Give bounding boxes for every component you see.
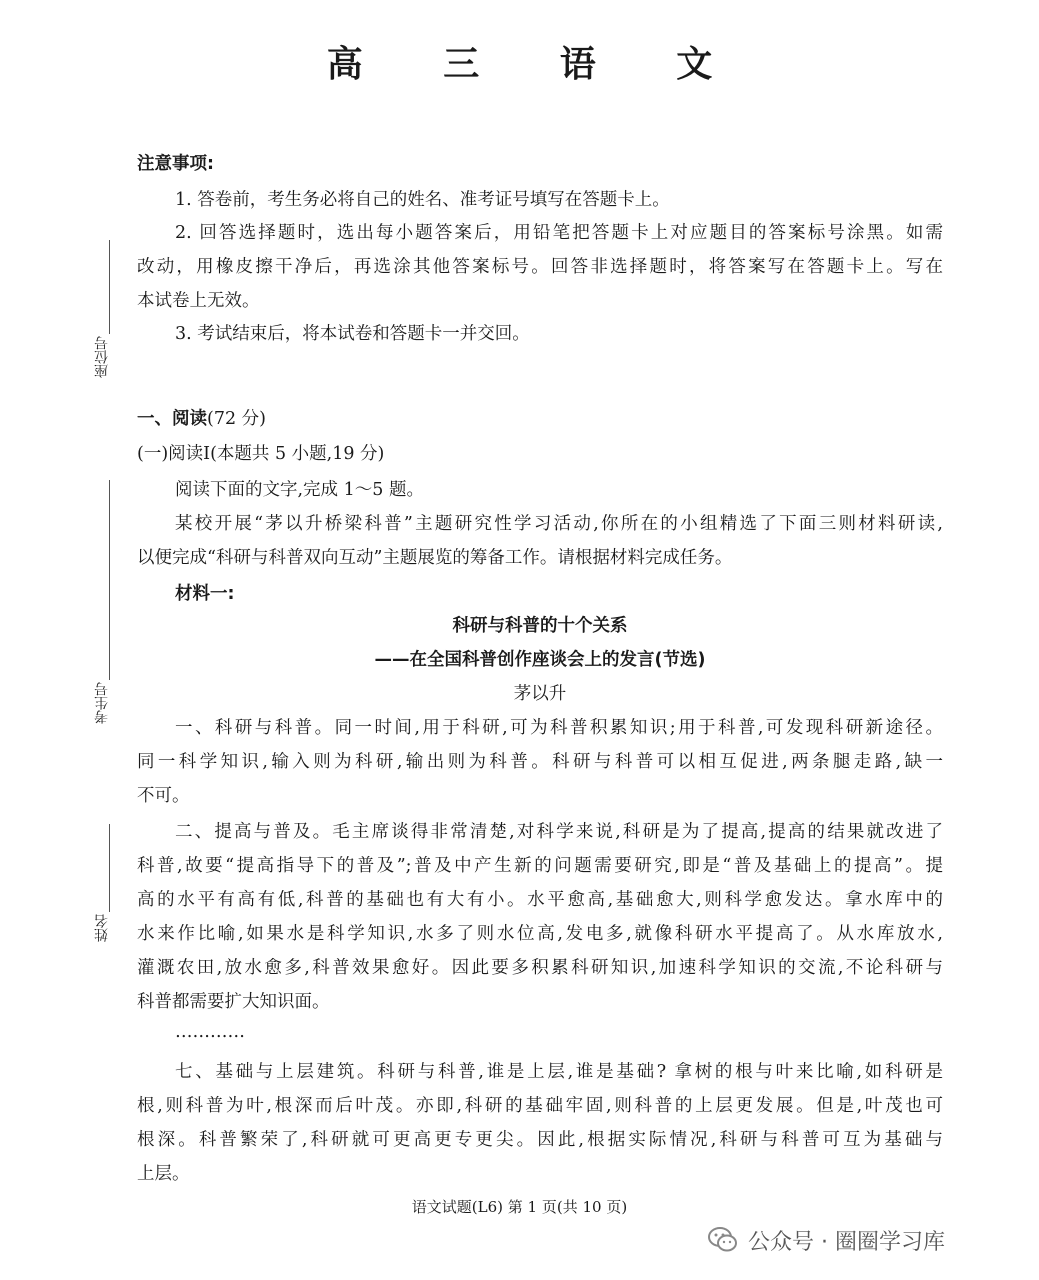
para3-line-3: 根深。科普繁荣了,科研就可更高更专更尖。因此,根据实际情况,科研与科普可互为基础与 [137, 1130, 943, 1150]
note-1: 1. 答卷前，考生务必将自己的姓名、准考证号填写在答题卡上。 [175, 190, 670, 210]
note-2: 2. 回答选择题时，选出每小题答案后，用铅笔把答题卡上对应题目的答案标号涂黑。如需 [175, 223, 943, 243]
intro-line-1: 某校开展“茅以升桥梁科普”主题研究性学习活动,你所在的小组精选了下面三则材料研读, [175, 514, 943, 534]
seat-number-line [109, 240, 110, 334]
article-title: 科研与科普的十个关系 [452, 616, 628, 636]
seat-number-label: 座位号 [94, 336, 110, 378]
intro-line-2: 以便完成“科研与科普双向互动”主题展览的筹备工作。请根据材料完成任务。 [137, 548, 733, 568]
para2-line-5: 灌溉农田,放水愈多,科普效果愈好。因此要多积累科研知识,加速科学知识的交流,不论科研与 [137, 958, 943, 978]
name-label: 姓名 [94, 914, 110, 942]
para1-line-2: 同一科学知识,输入则为科研,输出则为科普。科研与科普可以相互促进,两条腿走路,缺一 [137, 752, 943, 772]
section-heading-score: (72 分) [207, 409, 266, 429]
note-2-end: 本试卷上无效。 [137, 291, 260, 311]
note-3: 3. 考试结束后，将本试卷和答题卡一并交回。 [175, 324, 530, 344]
para3-line-1: 七、基础与上层建筑。科研与科普,谁是上层,谁是基础? 拿树的根与叶来比喻,如科研是 [175, 1062, 943, 1082]
notes-heading: 注意事项: [137, 154, 214, 174]
exam-number-line [109, 480, 110, 680]
note-2-cont: 改动，用橡皮擦干净后，再选涂其他答案标号。回答非选择题时，将答案写在答题卡上。写在 [137, 257, 943, 277]
name-line [109, 824, 110, 912]
para3-line-4: 上层。 [137, 1164, 190, 1184]
watermark [706, 1222, 945, 1258]
para2-line-4: 水来作比喻,如果水是科学知识,水多了则水位高,发电多,就像科研水平提高了。从水库放水, [137, 924, 943, 944]
exam-number-label: 考生号 [94, 682, 110, 724]
para2-line-2: 科普,故要“提高指导下的普及”;普及中产生新的问题需要研究,即是“普及基础上的提高”。提 [137, 856, 943, 876]
instruction: 阅读下面的文字,完成 1～5 题。 [175, 480, 424, 500]
wechat-icon [706, 1223, 740, 1257]
para2-line-1: 二、提高与普及。毛主席谈得非常清楚,对科学来说,科研是为了提高,提高的结果就改进了 [175, 822, 943, 842]
page-title: 高 三 语 文 [326, 44, 747, 85]
para3-line-2: 根,则科普为叶,根深而后叶茂。亦即,科研的基础牢固,则科普的上层更发展。但是,叶茂也可 [137, 1096, 943, 1116]
ellipsis: ………… [175, 1022, 245, 1042]
section-heading [137, 405, 266, 430]
page-footer: 语文试题(L6) 第 1 页(共 10 页) [411, 1198, 628, 1216]
article-subtitle: ——在全国科普创作座谈会上的发言(节选) [374, 650, 706, 670]
section-heading-text: 一、阅读 [137, 409, 207, 429]
sub-heading: (一)阅读Ⅰ(本题共 5 小题,19 分) [137, 444, 385, 464]
article-author: 茅以升 [513, 684, 567, 704]
para2-line-3: 高的水平有高有低,科普的基础也有大有小。水平愈高,基础愈大,则科学愈发达。拿水库中的 [137, 890, 943, 910]
para2-line-6: 科普都需要扩大知识面。 [137, 992, 330, 1012]
para1-line-3: 不可。 [137, 786, 190, 806]
material-label: 材料一: [175, 584, 235, 604]
watermark-text: 公众号 · 圈圈学习库 [748, 1229, 945, 1255]
para1-line-1: 一、科研与科普。同一时间,用于科研,可为科普积累知识;用于科普,可发现科研新途径。 [175, 718, 943, 738]
